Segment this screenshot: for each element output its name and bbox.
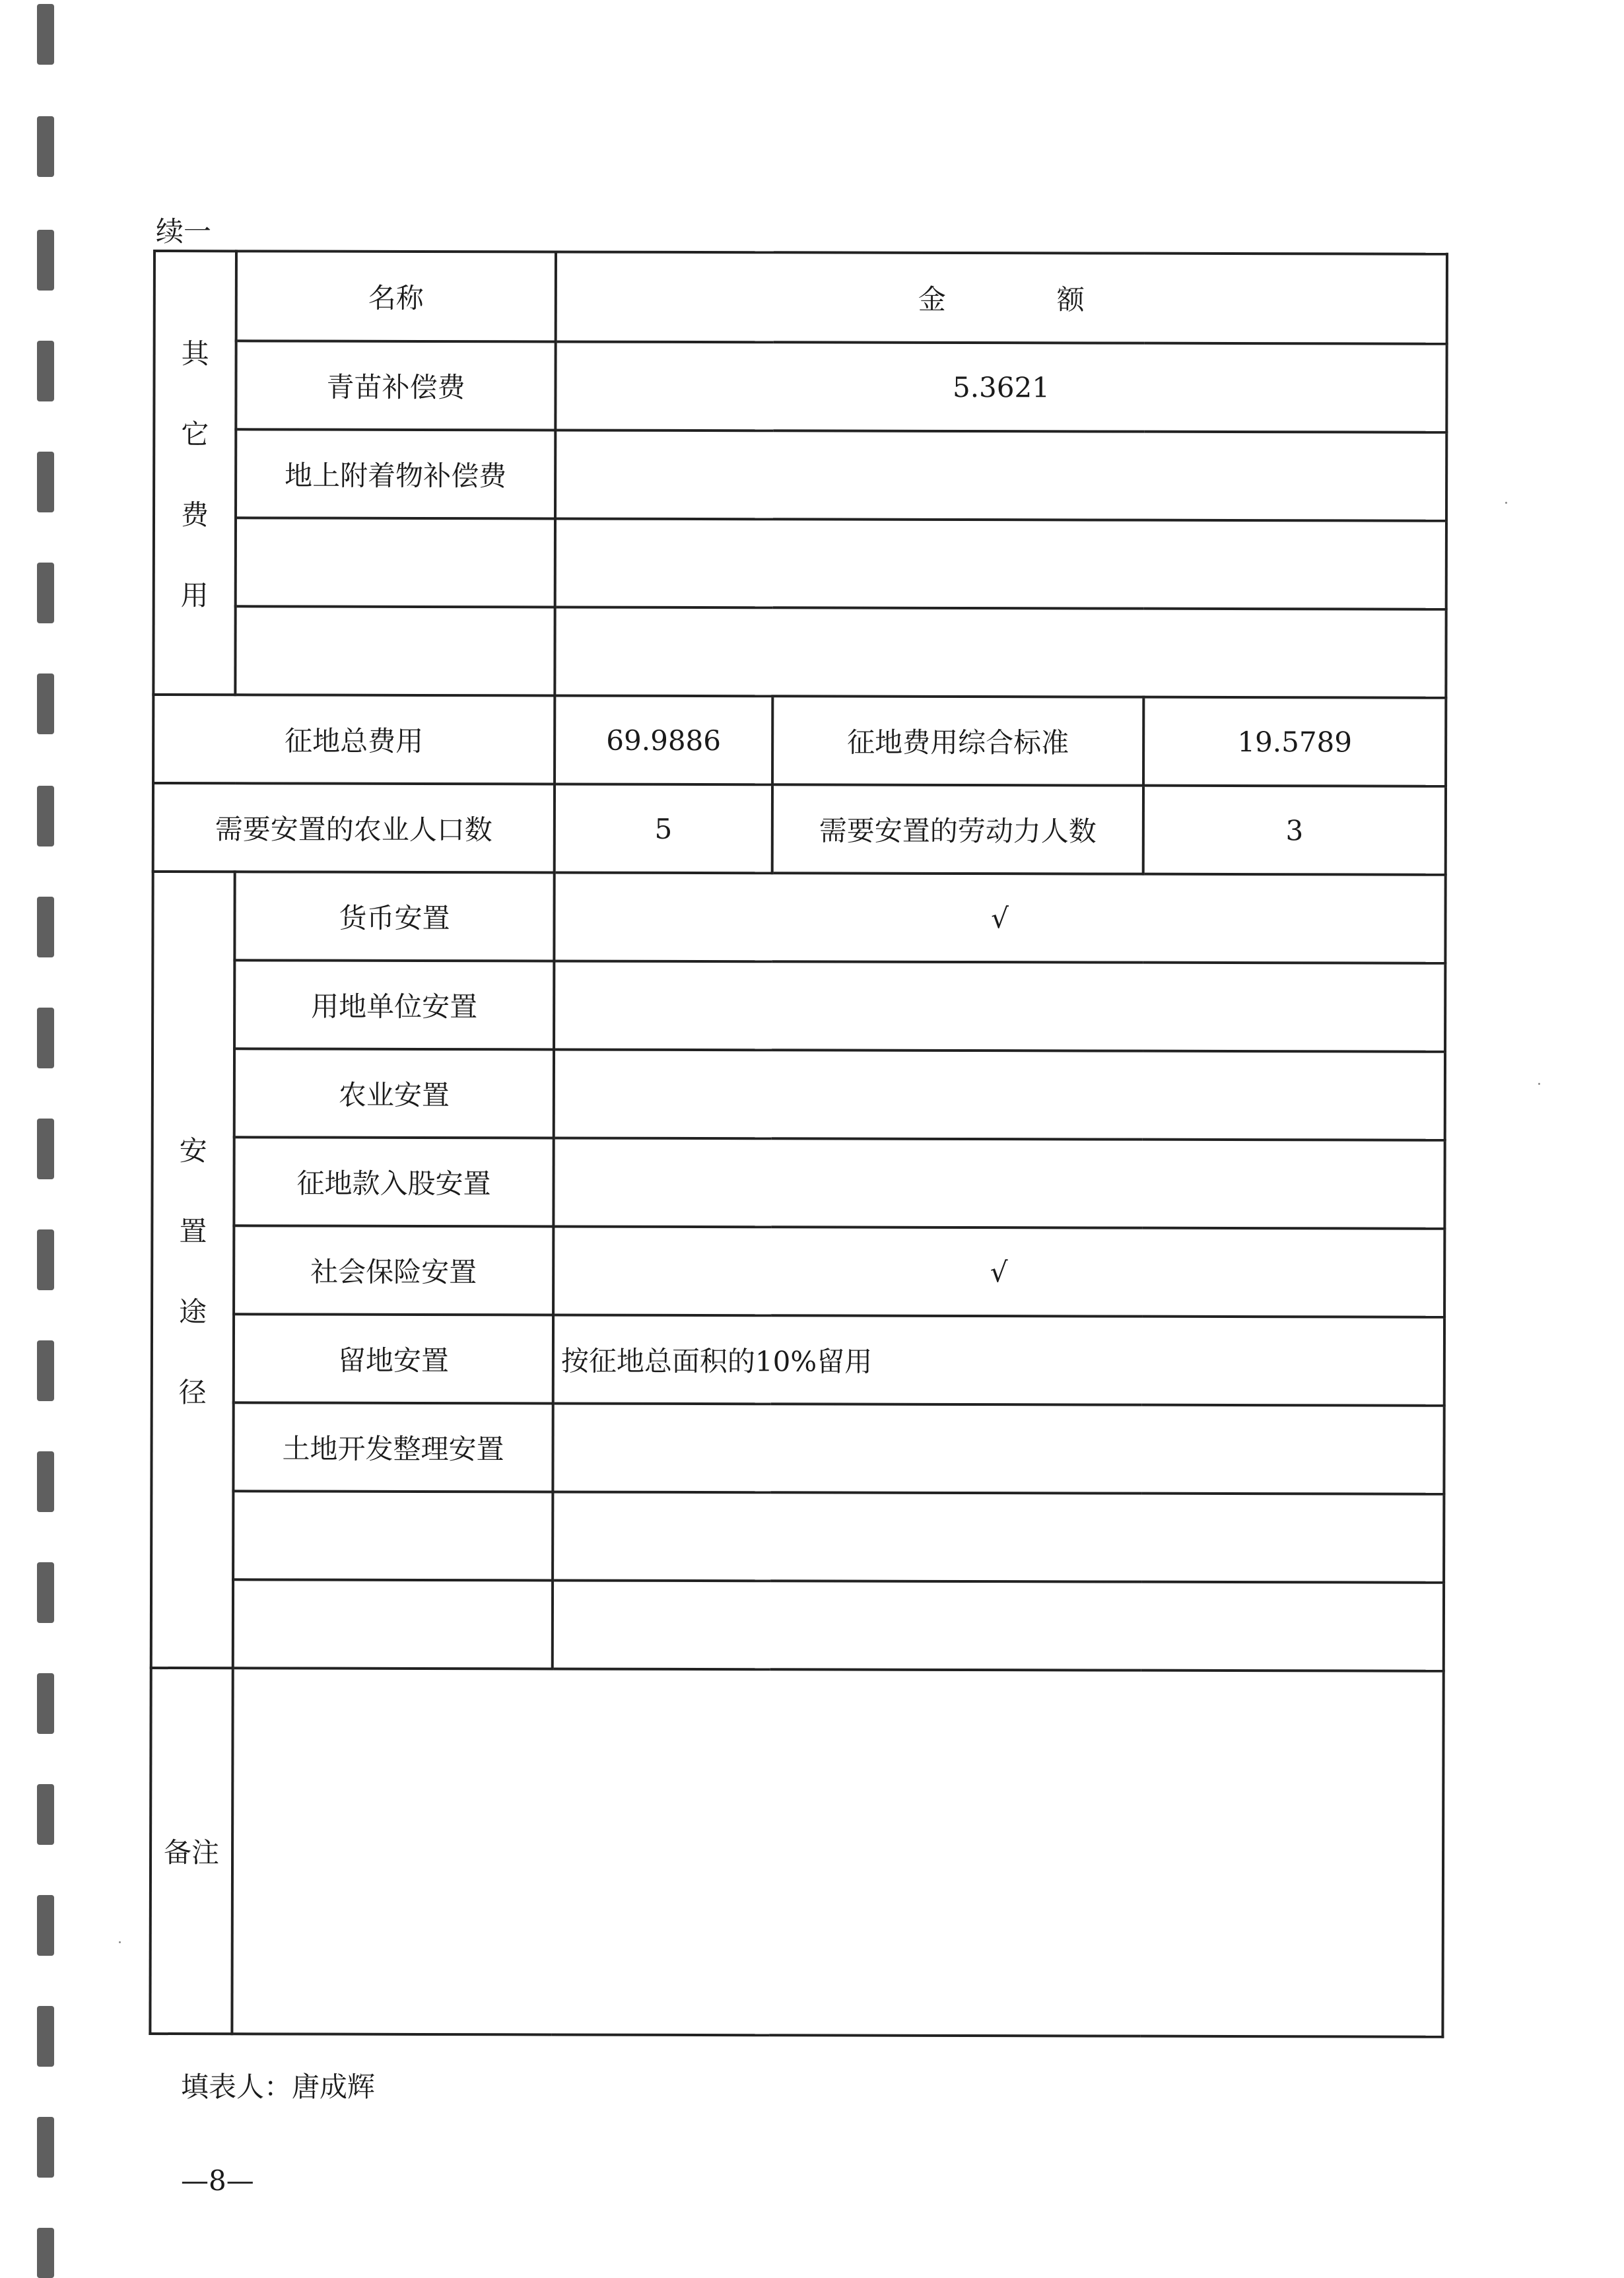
composite-standard-label: 征地费用综合标准 — [772, 696, 1143, 785]
binder-mark — [37, 1008, 54, 1068]
resettlement-method-name: 农业安置 — [234, 1049, 554, 1138]
binder-mark — [37, 1673, 54, 1734]
resettlement-method-value — [553, 1403, 1444, 1494]
binder-mark — [37, 1895, 54, 1956]
resettlement-method-name: 留地安置 — [234, 1314, 553, 1403]
binder-mark — [37, 673, 54, 734]
other-cost-name: 青苗补偿费 — [236, 341, 555, 430]
scan-speck — [119, 1941, 121, 1943]
binder-mark — [37, 897, 54, 957]
resettlement-method-value — [553, 1138, 1444, 1228]
other-costs-section-label: 其 它 费 用 — [153, 251, 236, 695]
form-filler-name: 唐成辉 — [292, 2071, 376, 2103]
binder-mark — [37, 563, 54, 623]
total-cost-value: 69.9886 — [555, 695, 772, 784]
other-cost-amount: 5.3621 — [555, 341, 1446, 432]
labor-force-label: 需要安置的劳动力人数 — [772, 784, 1143, 874]
continuation-label: 续一 — [156, 215, 212, 248]
resettlement-method-name: 社会保险安置 — [234, 1225, 553, 1315]
resettlement-method-value — [554, 1049, 1445, 1140]
binder-mark — [37, 2006, 54, 2067]
resettlement-method-value — [553, 1580, 1444, 1671]
resettlement-section-label: 安 置 途 径 — [151, 872, 235, 1668]
other-cost-name — [236, 518, 555, 607]
binder-mark — [37, 1562, 54, 1623]
resettlement-method-name: 征地款入股安置 — [234, 1137, 553, 1226]
binder-mark — [37, 341, 54, 401]
binder-mark — [37, 1229, 54, 1290]
resettlement-method-value — [553, 1492, 1444, 1582]
other-cost-amount — [555, 607, 1446, 697]
resettlement-method-name: 用地单位安置 — [234, 960, 554, 1049]
other-cost-amount — [555, 430, 1446, 520]
resettlement-method-name: 土地开发整理安置 — [233, 1402, 553, 1492]
binder-mark — [37, 2228, 54, 2278]
land-acquisition-form — [149, 250, 1446, 2033]
labor-force-value: 3 — [1143, 786, 1446, 875]
other-cost-name — [235, 606, 555, 695]
resettlement-method-name — [233, 1579, 553, 1669]
form-filler-label: 填表人： — [181, 2071, 292, 2103]
binder-mark — [37, 116, 54, 177]
binder-mark — [37, 1340, 54, 1401]
binder-mark — [37, 2117, 54, 2178]
composite-standard-value: 19.5789 — [1143, 697, 1446, 786]
binder-mark — [37, 1784, 54, 1845]
resettlement-method-value: √ — [553, 1226, 1444, 1317]
name-column-header: 名称 — [236, 251, 556, 341]
other-cost-amount — [555, 518, 1446, 609]
resettlement-method-value: √ — [554, 872, 1445, 963]
binder-mark — [37, 230, 54, 291]
binder-mark — [37, 452, 54, 512]
amount-column-header: 金 额 — [556, 252, 1447, 343]
scan-speck — [1538, 1083, 1540, 1085]
remarks-label: 备注 — [150, 1668, 232, 2034]
resettlement-method-value — [554, 961, 1445, 1051]
binder-mark — [37, 4, 54, 65]
remarks-content — [232, 1668, 1443, 2036]
agri-population-label: 需要安置的农业人口数 — [153, 783, 555, 872]
agri-population-value: 5 — [555, 784, 772, 873]
resettlement-method-value: 按征地总面积的10%留用 — [553, 1315, 1444, 1405]
resettlement-method-name — [233, 1491, 553, 1580]
binder-mark — [37, 1119, 54, 1179]
page-number: —8— — [181, 2164, 254, 2197]
resettlement-method-name: 货币安置 — [234, 872, 554, 961]
total-cost-label: 征地总费用 — [153, 695, 555, 784]
binder-mark — [37, 1451, 54, 1512]
form-filler — [181, 2065, 375, 2105]
other-cost-name: 地上附着物补偿费 — [236, 429, 555, 518]
binder-mark — [37, 786, 54, 846]
scan-speck — [1505, 502, 1507, 504]
